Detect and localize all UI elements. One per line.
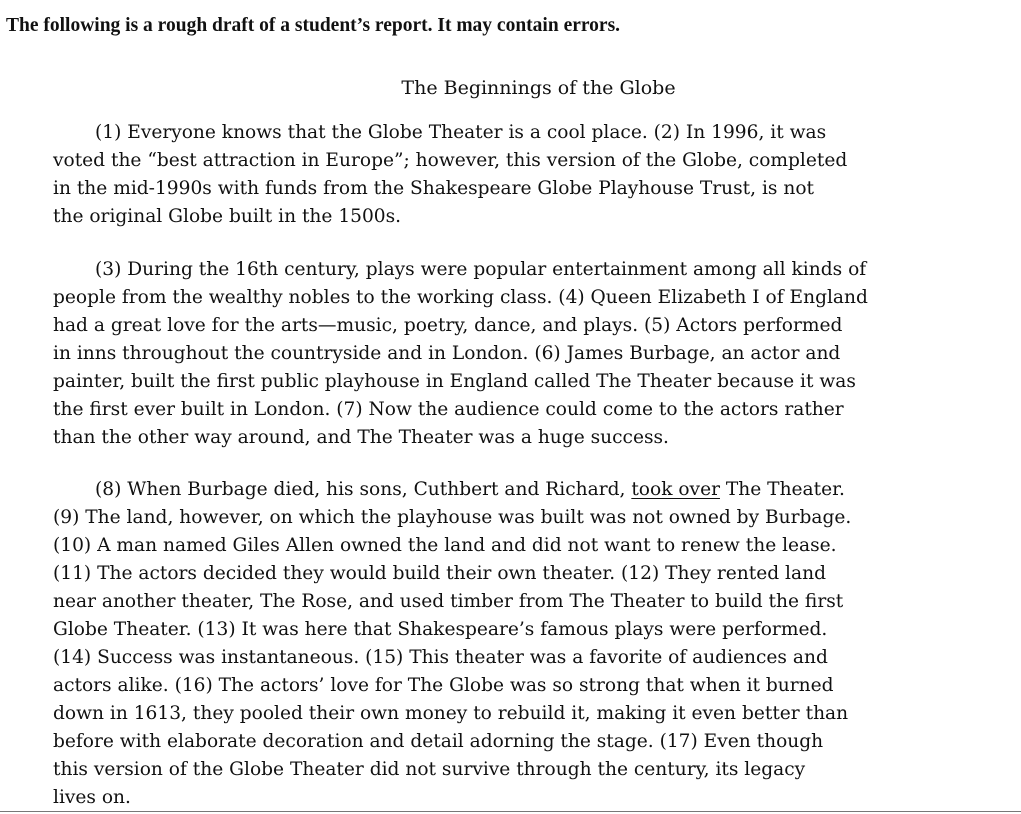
text-line: actors alike. (16) The actors’ love for The Globe was so strong that when it burned [53, 675, 834, 696]
text-line: the first ever built in London. (7) Now the audience could come to the actors rather [53, 399, 844, 420]
text-line: (3) During the 16th century, plays were popular entertainment among all kinds of [95, 259, 867, 280]
text-line: (10) A man named Giles Allen owned the land and did not want to renew the lease. [53, 535, 837, 556]
text-line: the original Globe built in the 1500s. [53, 206, 402, 227]
text-line: in inns throughout the countryside and in London. (6) James Burbage, an actor and [53, 343, 841, 364]
text-line: people from the wealthy nobles to the working class. (4) Queen Elizabeth I of England [53, 287, 868, 308]
report-title: The Beginnings of the Globe [401, 77, 676, 99]
bottom-divider [0, 811, 1021, 812]
paragraph-3 [53, 476, 851, 812]
text-line: before with elaborate decoration and detail adorning the stage. (17) Even though [53, 731, 824, 752]
text-line: (14) Success was instantaneous. (15) This theater was a favorite of audiences and [53, 647, 828, 668]
text-segment: The Theater. [719, 479, 845, 500]
text-line: had a great love for the arts—music, poetry, dance, and plays. (5) Actors performed [53, 315, 843, 336]
intro-note: The following is a rough draft of a student’s report. It may contain errors. [6, 15, 621, 36]
text-line [53, 476, 851, 504]
paragraph-1 [53, 119, 847, 231]
text-line: down in 1613, they pooled their own money to rebuild it, making it even better than [53, 703, 849, 724]
text-line: lives on. [53, 787, 131, 808]
text-line: voted the “best attraction in Europe”; however, this version of the Globe, completed [53, 150, 848, 171]
text-line: than the other way around, and The Theater was a huge success. [53, 427, 669, 448]
text-line: in the mid-1990s with funds from the Shakespeare Globe Playhouse Trust, is not [53, 178, 815, 199]
text-line: near another theater, The Rose, and used timber from The Theater to build the first [53, 591, 844, 612]
text-line: (9) The land, however, on which the playhouse was built was not owned by Burbage. [53, 507, 852, 528]
text-line: (11) The actors decided they would build their own theater. (12) They rented land [53, 563, 826, 584]
underlined-phrase: took over [631, 479, 720, 500]
text-line: (1) Everyone knows that the Globe Theater is a cool place. (2) In 1996, it was [95, 122, 827, 143]
text-segment: (8) When Burbage died, his sons, Cuthbert and Richard, [95, 479, 632, 500]
paragraph-2 [53, 256, 868, 452]
text-line: Globe Theater. (13) It was here that Shakespeare’s famous plays were performed. [53, 619, 828, 640]
text-line: this version of the Globe Theater did not survive through the century, its legacy [53, 759, 806, 780]
text-line: painter, built the first public playhouse in England called The Theater because it was [53, 371, 856, 392]
